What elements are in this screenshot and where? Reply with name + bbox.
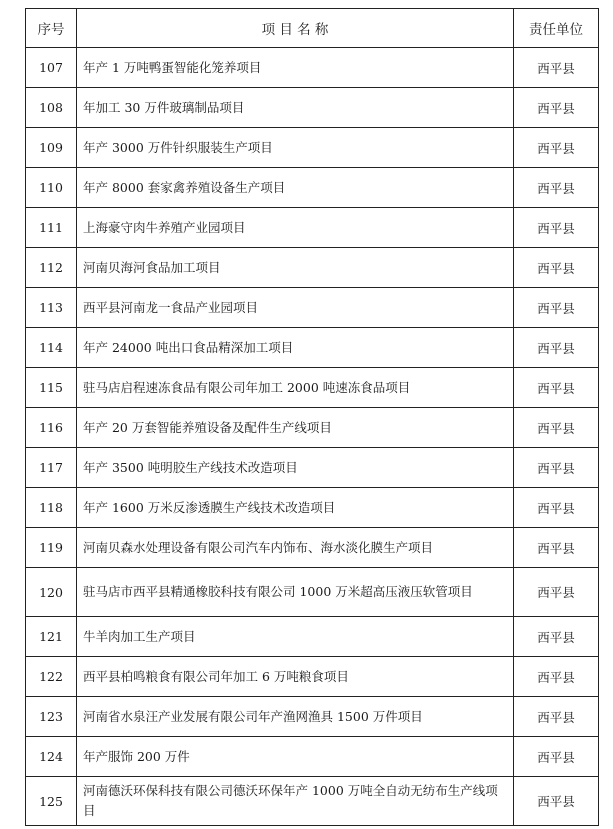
row-responsible-unit-cell: 西平县 bbox=[514, 568, 599, 617]
header-name: 项 目 名 称 bbox=[77, 9, 514, 48]
row-project-name-cell: 年加工 30 万件玻璃制品项目 bbox=[77, 88, 514, 128]
row-project-name-cell: 年产 3000 万件针织服装生产项目 bbox=[77, 128, 514, 168]
row-project-name-cell: 西平县河南龙一食品产业园项目 bbox=[77, 288, 514, 328]
project-list-page bbox=[25, 8, 598, 826]
row-seq-cell: 123 bbox=[26, 697, 77, 737]
row-responsible-unit-cell: 西平县 bbox=[514, 617, 599, 657]
row-project-name-cell: 河南省水泉汪产业发展有限公司年产渔网渔具 1500 万件项目 bbox=[77, 697, 514, 737]
row-project-name-cell: 驻马店启程速冻食品有限公司年加工 2000 吨速冻食品项目 bbox=[77, 368, 514, 408]
row-project-name-cell: 年产 1600 万米反渗透膜生产线技术改造项目 bbox=[77, 488, 514, 528]
row-seq-cell: 109 bbox=[26, 128, 77, 168]
row-seq-cell: 107 bbox=[26, 48, 77, 88]
row-project-name-cell: 年产 3500 吨明胶生产线技术改造项目 bbox=[77, 448, 514, 488]
table-body bbox=[26, 48, 599, 826]
table-row bbox=[26, 568, 599, 617]
header-seq: 序号 bbox=[26, 9, 77, 48]
table-row bbox=[26, 528, 599, 568]
row-responsible-unit-cell: 西平县 bbox=[514, 488, 599, 528]
table-row bbox=[26, 657, 599, 697]
table-header-row bbox=[26, 9, 599, 48]
row-seq-cell: 115 bbox=[26, 368, 77, 408]
row-responsible-unit-cell: 西平县 bbox=[514, 697, 599, 737]
row-seq-cell: 124 bbox=[26, 737, 77, 777]
table-row bbox=[26, 737, 599, 777]
table-row bbox=[26, 488, 599, 528]
row-seq-cell: 108 bbox=[26, 88, 77, 128]
table-row bbox=[26, 328, 599, 368]
table-row bbox=[26, 48, 599, 88]
row-seq-cell: 113 bbox=[26, 288, 77, 328]
row-project-name-cell: 河南贝海河食品加工项目 bbox=[77, 248, 514, 288]
row-responsible-unit-cell: 西平县 bbox=[514, 48, 599, 88]
row-project-name-cell: 上海豪守肉牛养殖产业园项目 bbox=[77, 208, 514, 248]
table-row bbox=[26, 208, 599, 248]
table-row bbox=[26, 88, 599, 128]
row-responsible-unit-cell: 西平县 bbox=[514, 528, 599, 568]
row-seq-cell: 116 bbox=[26, 408, 77, 448]
row-responsible-unit-cell: 西平县 bbox=[514, 208, 599, 248]
table-row bbox=[26, 288, 599, 328]
project-table bbox=[25, 8, 599, 826]
row-responsible-unit-cell: 西平县 bbox=[514, 88, 599, 128]
row-responsible-unit-cell: 西平县 bbox=[514, 408, 599, 448]
row-responsible-unit-cell: 西平县 bbox=[514, 328, 599, 368]
row-project-name-cell: 西平县柏鸣粮食有限公司年加工 6 万吨粮食项目 bbox=[77, 657, 514, 697]
row-responsible-unit-cell: 西平县 bbox=[514, 448, 599, 488]
row-project-name-cell: 河南德沃环保科技有限公司德沃环保年产 1000 万吨全自动无纺布生产线项目 bbox=[77, 777, 514, 826]
row-seq-cell: 112 bbox=[26, 248, 77, 288]
table-row bbox=[26, 368, 599, 408]
row-responsible-unit-cell: 西平县 bbox=[514, 368, 599, 408]
row-project-name-cell: 年产 24000 吨出口食品精深加工项目 bbox=[77, 328, 514, 368]
row-seq-cell: 118 bbox=[26, 488, 77, 528]
row-seq-cell: 114 bbox=[26, 328, 77, 368]
row-responsible-unit-cell: 西平县 bbox=[514, 128, 599, 168]
row-responsible-unit-cell: 西平县 bbox=[514, 737, 599, 777]
row-project-name-cell: 年产 1 万吨鸭蛋智能化笼养项目 bbox=[77, 48, 514, 88]
row-seq-cell: 110 bbox=[26, 168, 77, 208]
row-project-name-cell: 河南贝森水处理设备有限公司汽车内饰布、海水淡化膜生产项目 bbox=[77, 528, 514, 568]
row-project-name-cell: 牛羊肉加工生产项目 bbox=[77, 617, 514, 657]
row-seq-cell: 122 bbox=[26, 657, 77, 697]
header-unit: 责任单位 bbox=[514, 9, 599, 48]
row-responsible-unit-cell: 西平县 bbox=[514, 168, 599, 208]
row-responsible-unit-cell: 西平县 bbox=[514, 777, 599, 826]
table-row bbox=[26, 448, 599, 488]
row-seq-cell: 111 bbox=[26, 208, 77, 248]
table-row bbox=[26, 248, 599, 288]
table-row bbox=[26, 777, 599, 826]
row-seq-cell: 119 bbox=[26, 528, 77, 568]
row-project-name-cell: 年产 8000 套家禽养殖设备生产项目 bbox=[77, 168, 514, 208]
row-seq-cell: 125 bbox=[26, 777, 77, 826]
row-project-name-cell: 驻马店市西平县精通橡胶科技有限公司 1000 万米超高压液压软管项目 bbox=[77, 568, 514, 617]
row-seq-cell: 121 bbox=[26, 617, 77, 657]
table-row bbox=[26, 128, 599, 168]
row-responsible-unit-cell: 西平县 bbox=[514, 248, 599, 288]
table-row bbox=[26, 617, 599, 657]
row-seq-cell: 117 bbox=[26, 448, 77, 488]
table-row bbox=[26, 697, 599, 737]
row-project-name-cell: 年产 20 万套智能养殖设备及配件生产线项目 bbox=[77, 408, 514, 448]
row-responsible-unit-cell: 西平县 bbox=[514, 657, 599, 697]
row-seq-cell: 120 bbox=[26, 568, 77, 617]
row-project-name-cell: 年产服饰 200 万件 bbox=[77, 737, 514, 777]
row-responsible-unit-cell: 西平县 bbox=[514, 288, 599, 328]
table-row bbox=[26, 408, 599, 448]
table-row bbox=[26, 168, 599, 208]
